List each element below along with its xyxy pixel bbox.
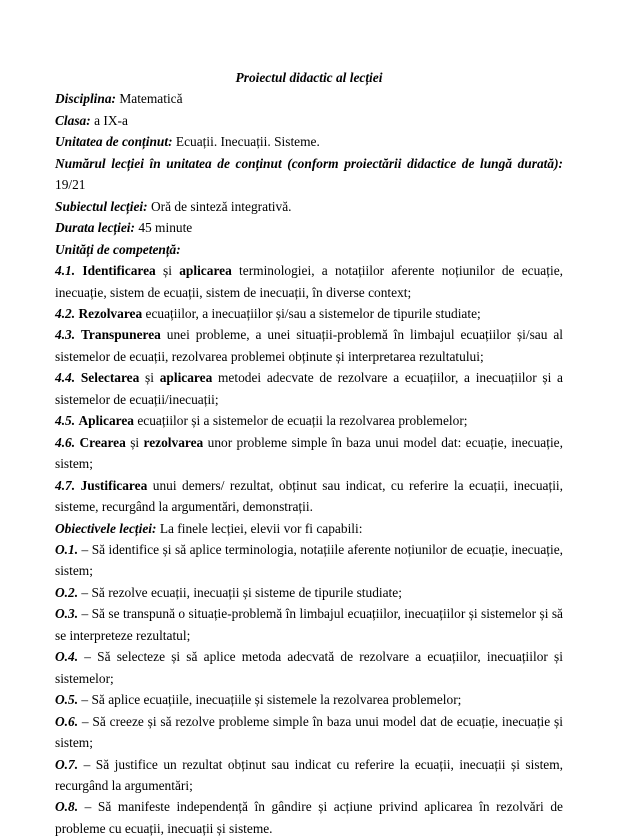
objective-O-6 (55, 711, 563, 754)
text-segment: Oră de sinteză integrativă. (147, 198, 292, 214)
meta-clasa (55, 110, 563, 131)
emphasized-text: 4.3. (55, 327, 76, 343)
emphasized-text: Disciplina: (55, 91, 117, 107)
text-segment: La finele lecției, elevii vor fi capabili: (156, 520, 363, 536)
text-segment: – Să selecteze și să aplice metoda adecvată de rezolvare a ecuațiilor, inecuațiilor și sistemelor; (55, 649, 563, 686)
objective-O-7 (55, 754, 563, 797)
document-body (55, 88, 563, 839)
emphasized-text: Identificarea (82, 263, 156, 279)
objective-O-8 (55, 796, 563, 839)
emphasized-text: O.8. (55, 799, 79, 815)
emphasized-text: Aplicarea (78, 413, 134, 429)
emphasized-text: 4.5. (55, 413, 76, 429)
competence-4-2 (55, 303, 563, 324)
text-segment: unui demers/ rezultat, obținut sau indicat, cu referire la ecuații, inecuații, sisteme, recurgând la argumentări, demonstrații. (55, 477, 563, 515)
emphasized-text: 4.2. (55, 305, 76, 321)
text-segment: metodei adecvate de rezolvare a ecuațiilor, a inecuațiilor și a sistemelor de ecuații/inecuații; (55, 370, 563, 407)
text-segment: ecuațiilor, a inecuațiilor și/sau a sistemelor de tipurile studiate; (142, 305, 481, 321)
text-segment: – Să aplice ecuațiile, inecuațiile și sistemele la rezolvarea problemelor; (78, 692, 462, 708)
meta-numarul-lectiei (55, 153, 563, 196)
emphasized-text: Durata lecției: (55, 220, 135, 236)
heading-obiectivele-lectiei (55, 518, 563, 539)
text-segment: și (139, 370, 160, 386)
emphasized-text: Unitatea de conținut: (55, 134, 173, 150)
text-segment: ecuațiilor și a sistemelor de ecuații la rezolvarea problemelor; (134, 413, 468, 429)
text-segment: 19/21 (55, 177, 86, 193)
document-title: Proiectul didactic al lecției (235, 70, 383, 85)
text-segment: – Să justifice un rezultat obținut sau indicat cu referire la ecuații, inecuații și sistem, recurgând la argumentări; (55, 756, 563, 793)
emphasized-text: Clasa: (55, 112, 91, 128)
emphasized-text: 4.7. (55, 477, 76, 493)
emphasized-text: 4.4. (55, 370, 76, 386)
text-segment: – Să identifice și să aplice terminologia, notațiile aferente noțiunilor de ecuație, inecuație, sistem; (55, 541, 563, 579)
text-segment: terminologiei, a notațiilor aferente noțiunilor de ecuație, inecuație, sistem de ecuații, sistem de inecuații, în diverse context; (55, 263, 563, 300)
text-segment: – Să manifeste independență în gândire și acțiune privind aplicarea în rezolvări de probleme cu ecuații, inecuații și sisteme. (55, 799, 563, 836)
emphasized-text: aplicarea (179, 263, 232, 279)
emphasized-text: Selectarea (80, 370, 140, 386)
objective-O-4 (55, 646, 563, 689)
text-segment: 45 minute (134, 220, 193, 236)
text-segment: – Să se transpună o situație-problemă în limbajul ecuațiilor, inecuațiilor și sistemelor și să se interpreteze rezultatul; (55, 606, 563, 643)
emphasized-text: 4.6. (55, 434, 76, 450)
emphasized-text: O.3. (55, 606, 79, 622)
emphasized-text: rezolvarea (143, 434, 204, 450)
emphasized-text: Subiectul lecției: (55, 198, 148, 214)
competence-4-1 (55, 260, 563, 303)
emphasized-text: Crearea (79, 434, 126, 450)
emphasized-text: O.1. (55, 541, 79, 557)
competence-4-6 (55, 432, 563, 475)
text-segment: a IX-a (90, 112, 128, 128)
objective-O-1 (55, 539, 563, 582)
emphasized-text: Justificarea (80, 477, 148, 493)
emphasized-text: Obiectivele lecției: (55, 520, 157, 536)
emphasized-text: O.5. (55, 692, 79, 708)
text-segment: unor probleme simple în baza unui model dat: ecuație, inecuație, sistem; (55, 434, 563, 472)
competence-4-4 (55, 367, 563, 410)
text-segment: și (125, 434, 144, 450)
text-segment: – Să creeze și să rezolve probleme simple în baza unui model dat de ecuație, inecuație și sistem; (55, 713, 563, 751)
competence-4-7 (55, 475, 563, 518)
objective-O-2 (55, 582, 563, 603)
heading-unitati-de-competenta (55, 239, 563, 260)
emphasized-text: 4.1. (55, 263, 76, 279)
emphasized-text: O.2. (55, 584, 79, 600)
objective-O-5 (55, 689, 563, 710)
text-segment: și (155, 263, 180, 279)
text-segment: Ecuații. Inecuații. Sisteme. (172, 134, 320, 150)
competence-4-5 (55, 410, 563, 431)
meta-subiectul-lectiei (55, 196, 563, 217)
text-segment: unei probleme, a unei situații-problemă în limbajul ecuațiilor și/sau al sistemelor de ecuații, rezolvarea problemei obținute și interpretarea rezultatului; (55, 327, 563, 364)
text-segment: – Să rezolve ecuații, inecuații și sisteme de tipurile studiate; (78, 584, 402, 600)
meta-unitatea-de-continut (55, 131, 563, 152)
competence-4-3 (55, 324, 563, 367)
emphasized-text: O.6. (55, 713, 79, 729)
objective-O-3 (55, 603, 563, 646)
emphasized-text: O.7. (55, 756, 79, 772)
emphasized-text: Transpunerea (81, 327, 161, 343)
text-segment: Matematică (116, 91, 183, 107)
emphasized-text: O.4. (55, 649, 79, 665)
emphasized-text: Numărul lecției în unitatea de conținut (conform proiectării didactice de lungă durată): (55, 155, 563, 171)
emphasized-text: aplicarea (159, 370, 213, 386)
meta-disciplina (55, 88, 563, 109)
emphasized-text: Rezolvarea (78, 305, 143, 321)
meta-durata-lectiei (55, 217, 563, 238)
emphasized-text: Unități de competență: (55, 241, 181, 257)
